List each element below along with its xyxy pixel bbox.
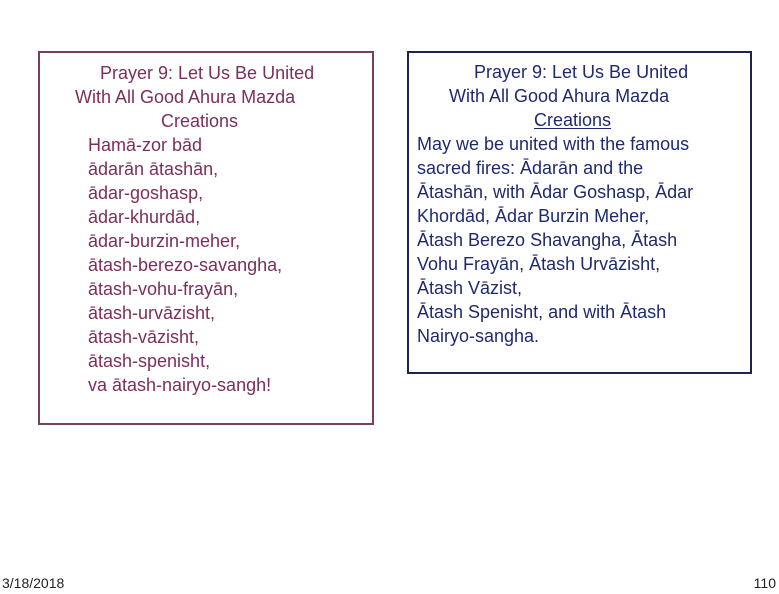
right-body-line-4: Khordād, Ādar Burzin Meher, bbox=[417, 206, 650, 226]
left-body-line-5: ādar-burzin-meher, bbox=[88, 231, 241, 251]
footer-page-number: 110 bbox=[753, 575, 776, 591]
left-body-line-4: ādar-khurdād, bbox=[88, 207, 201, 227]
right-body-line-6: Vohu Frayān, Ātash Urvāzisht, bbox=[417, 254, 661, 274]
right-body-line-2: sacred fires: Ādarān and the bbox=[417, 158, 644, 178]
left-title-line-3: Creations bbox=[161, 111, 239, 131]
footer-date: 3/18/2018 bbox=[2, 575, 65, 591]
left-body-line-1: Hamā-zor bād bbox=[88, 135, 203, 155]
right-text-panel bbox=[407, 51, 752, 374]
left-body-line-8: ātash-urvāzisht, bbox=[88, 303, 216, 323]
left-title-line-1: Prayer 9: Let Us Be United bbox=[100, 63, 315, 83]
left-body-line-10: ātash-spenisht, bbox=[88, 351, 211, 371]
right-body-line-7: Ātash Vāzist, bbox=[417, 278, 523, 298]
left-body-line-11: va ātash-nairyo-sangh! bbox=[88, 375, 272, 395]
right-title-line-2: With All Good Ahura Mazda bbox=[449, 86, 670, 106]
left-body-line-2: ādarān ātashān, bbox=[88, 159, 219, 179]
left-body-line-6: ātash-berezo-savangha, bbox=[88, 255, 283, 275]
right-body-line-8: Ātash Spenisht, and with Ātash bbox=[417, 302, 667, 322]
right-body-line-5: Ātash Berezo Shavangha, Ātash bbox=[417, 230, 678, 250]
right-body-line-9: Nairyo-sangha. bbox=[417, 326, 540, 346]
right-body-line-1: May we be united with the famous bbox=[417, 134, 690, 154]
right-title-line-1: Prayer 9: Let Us Be United bbox=[474, 62, 689, 82]
right-body-line-3: Ātashān, with Ādar Goshasp, Ādar bbox=[417, 182, 694, 202]
left-body-line-7: ātash-vohu-frayān, bbox=[88, 279, 239, 299]
left-title-line-2: With All Good Ahura Mazda bbox=[75, 87, 296, 107]
right-title-line-3: Creations bbox=[534, 110, 612, 130]
left-body-line-9: ātash-vāzisht, bbox=[88, 327, 200, 347]
left-body-line-3: ādar-goshasp, bbox=[88, 183, 204, 203]
left-text-panel bbox=[38, 51, 374, 425]
